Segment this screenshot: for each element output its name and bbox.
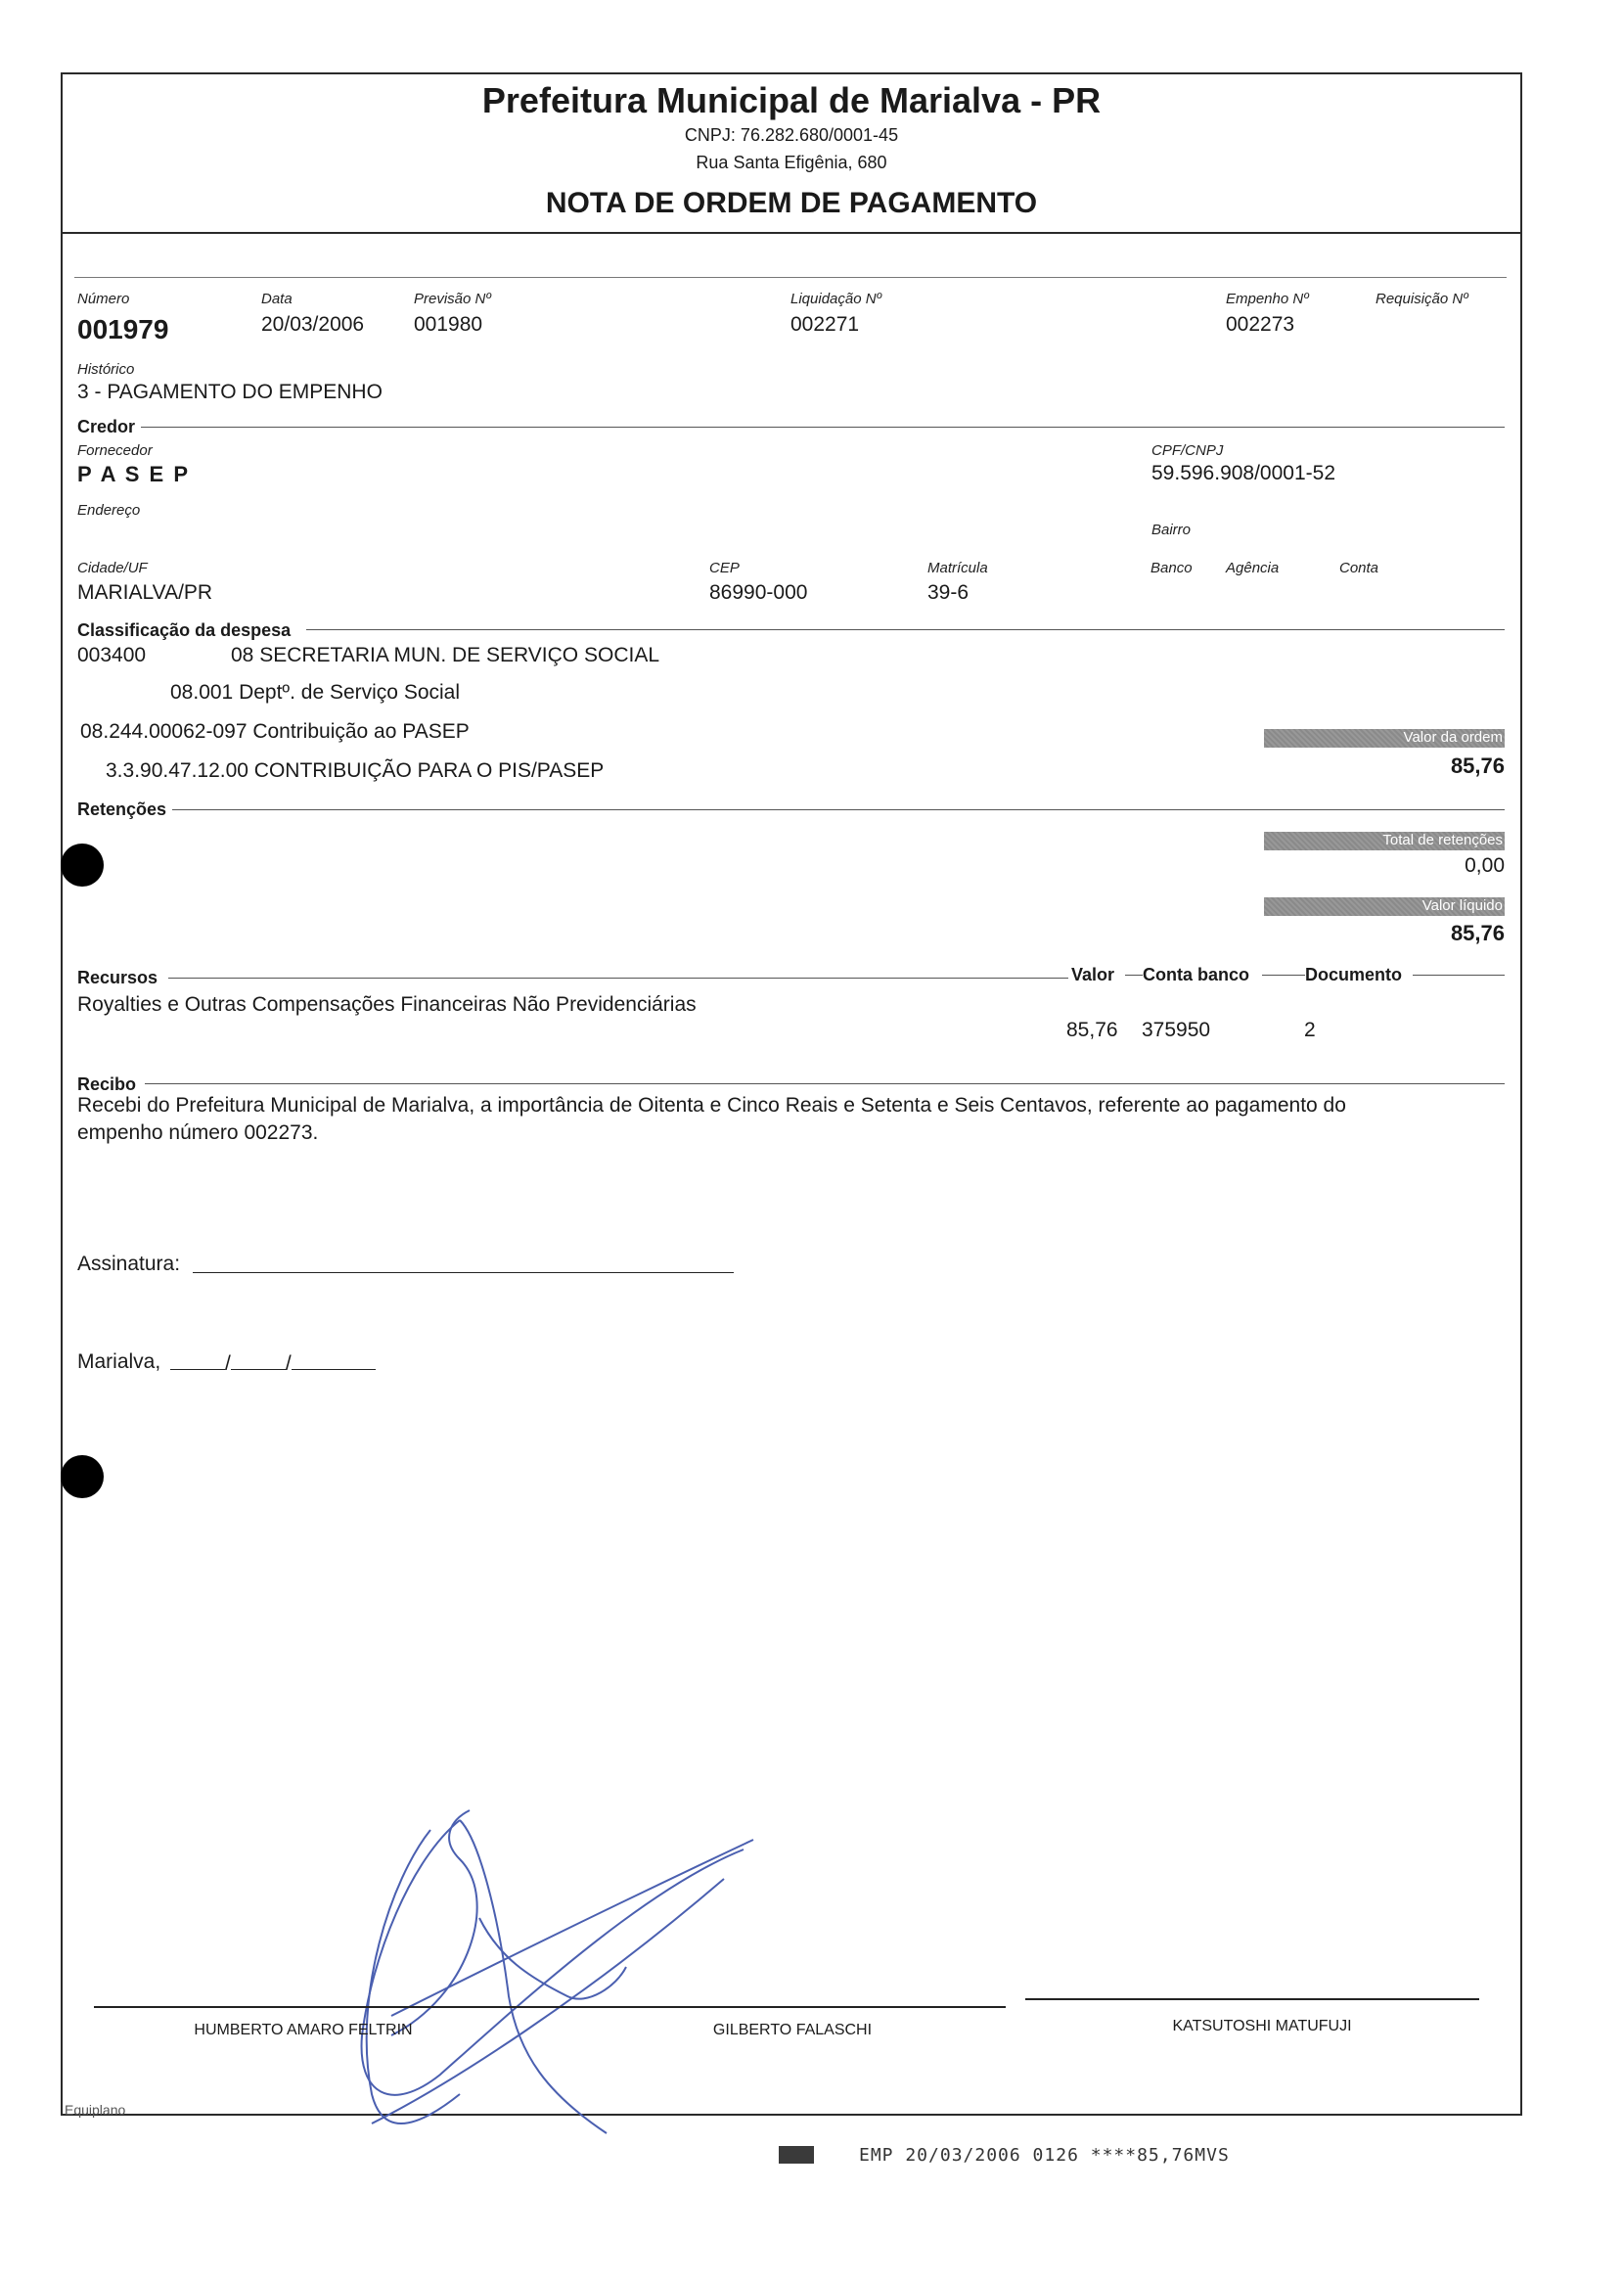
conta-label: Conta [1339, 560, 1379, 576]
liquidacao-value: 002271 [790, 313, 860, 336]
recursos-valor-label: Valor [1071, 965, 1115, 984]
valor-liquido-value: 85,76 [1450, 921, 1505, 945]
org-title: Prefeitura Municipal de Marialva - PR [481, 80, 1102, 120]
credor-rule [141, 427, 1505, 428]
header-divider [61, 232, 1522, 234]
cep-label: CEP [709, 560, 740, 576]
classificacao-section: Classificação da despesa [77, 620, 292, 640]
retencoes-rule [172, 809, 1505, 810]
secretaria: 08 SECRETARIA MUN. DE SERVIÇO SOCIAL [231, 644, 660, 666]
fornecedor-value: P A S E P [77, 462, 191, 486]
classificacao-code: 003400 [77, 644, 147, 666]
fornecedor-label: Fornecedor [77, 442, 153, 459]
valor-ordem-label: Valor da ordem [1264, 729, 1505, 748]
recursos-conta: 375950 [1142, 1019, 1211, 1041]
previsao-label: Previsão Nº [414, 291, 491, 307]
credor-section: Credor [77, 417, 136, 436]
banco-label: Banco [1150, 560, 1193, 576]
cpf-value: 59.596.908/0001-52 [1151, 462, 1336, 484]
recursos-descricao: Royalties e Outras Compensações Financeiras Não Previdenciárias [77, 993, 697, 1016]
bairro-label: Bairro [1151, 522, 1192, 538]
recursos-documento: 2 [1304, 1019, 1316, 1041]
liquidacao-label: Liquidação Nº [790, 291, 882, 307]
empenho-label: Empenho Nº [1226, 291, 1309, 307]
recursos-rule-2 [1125, 975, 1143, 976]
agencia-label: Agência [1226, 560, 1280, 576]
signatory-1: HUMBERTO AMARO FELTRIN [194, 2022, 413, 2038]
requisicao-label: Requisição Nº [1376, 291, 1468, 307]
recibo-text-line1: Recebi do Prefeitura Municipal de Marialva, a importância de Oitenta e Cinco Reais e Setenta e Seis Centavos, referente ao pagamento do [77, 1094, 1346, 1117]
recursos-section: Recursos [77, 968, 158, 987]
software-tag: Equiplano [65, 2102, 126, 2118]
local-label: Marialva, [77, 1350, 161, 1373]
signature-line-left [94, 2006, 1006, 2008]
assinatura-blank [193, 1272, 734, 1273]
data-label: Data [261, 291, 293, 307]
punch-hole-top [61, 844, 104, 887]
cidade-value: MARIALVA/PR [77, 581, 213, 604]
cep-value: 86990-000 [709, 581, 808, 604]
numero-label: Número [77, 291, 130, 307]
retencoes-section: Retenções [77, 799, 167, 819]
historico-value: 3 - PAGAMENTO DO EMPENHO [77, 381, 383, 403]
doc-title: NOTA DE ORDEM DE PAGAMENTO [545, 187, 1038, 219]
matricula-value: 39-6 [927, 581, 970, 604]
historico-label: Histórico [77, 361, 135, 378]
top-rule [74, 277, 1507, 278]
recursos-rule [168, 978, 1068, 979]
total-retencoes-value: 0,00 [1465, 854, 1505, 877]
stamp-logo-icon [779, 2146, 814, 2164]
date-blanks: / / [170, 1352, 376, 1376]
recibo-text-line2: empenho número 002273. [77, 1121, 319, 1144]
numero-value: 001979 [77, 314, 169, 344]
matricula-label: Matrícula [927, 560, 988, 576]
previsao-value: 001980 [414, 313, 483, 336]
classificacao-rule [306, 629, 1505, 630]
recursos-valor: 85,76 [1066, 1019, 1118, 1041]
valor-ordem-value: 85,76 [1450, 753, 1505, 778]
org-cnpj: CNPJ: 76.282.680/0001-45 [684, 125, 899, 145]
cpf-label: CPF/CNPJ [1151, 442, 1224, 459]
recursos-rule-4 [1413, 975, 1505, 976]
elemento-despesa: 3.3.90.47.12.00 CONTRIBUIÇÃO PARA O PIS/PASEP [106, 759, 605, 782]
recibo-section: Recibo [77, 1074, 137, 1094]
departamento: 08.001 Deptº. de Serviço Social [170, 681, 461, 704]
recursos-rule-3 [1262, 975, 1305, 976]
recibo-rule [145, 1083, 1505, 1084]
punch-hole-bottom [61, 1455, 104, 1498]
org-address: Rua Santa Efigênia, 680 [696, 153, 887, 172]
valor-liquido-label: Valor líquido [1264, 897, 1505, 916]
empenho-value: 002273 [1226, 313, 1295, 336]
signatory-2: GILBERTO FALASCHI [712, 2022, 873, 2038]
recursos-documento-label: Documento [1305, 965, 1402, 984]
bank-stamp: EMP 20/03/2006 0126 ****85,76MVS [859, 2145, 1230, 2166]
assinatura-label: Assinatura: [77, 1253, 181, 1275]
signature-line-right [1025, 1998, 1479, 2000]
endereco-label: Endereço [77, 502, 141, 519]
programa: 08.244.00062-097 Contribuição ao PASEP [80, 720, 470, 743]
data-value: 20/03/2006 [261, 313, 365, 336]
total-retencoes-label: Total de retenções [1264, 832, 1505, 850]
cidade-label: Cidade/UF [77, 560, 148, 576]
recursos-conta-label: Conta banco [1143, 965, 1250, 984]
handwritten-signature [333, 1801, 763, 2153]
signatory-3: KATSUTOSHI MATUFUJI [1172, 2018, 1352, 2034]
